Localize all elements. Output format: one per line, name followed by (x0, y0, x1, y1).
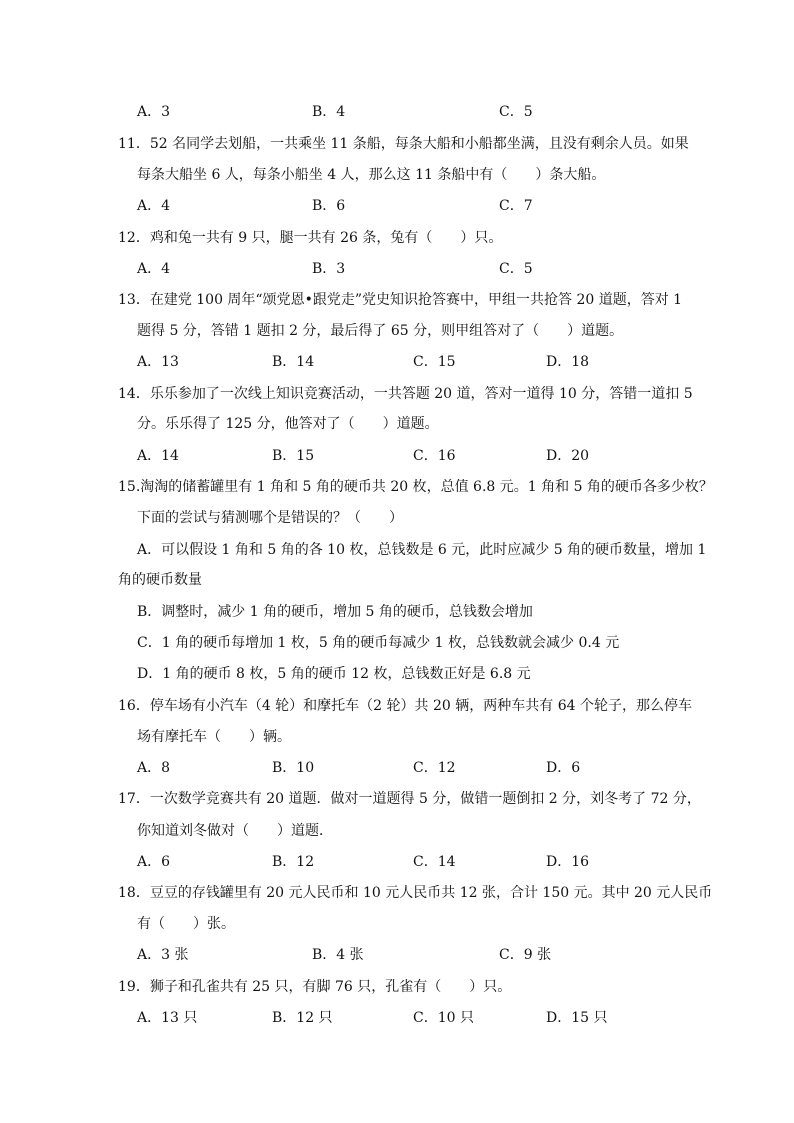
q10-option-c: C．5 (499, 104, 533, 120)
q18-option-c: C．9 张 (499, 947, 552, 963)
q17-option-b: B．12 (272, 854, 315, 870)
q12-text-line1: 12．鸡和兔一共有 9 只，腿一共有 26 条，兔有（ ）只。 (118, 230, 503, 246)
q13-option-c: C．15 (413, 354, 456, 370)
q16-text-line2: 场有摩托车（ ）辆。 (137, 729, 291, 745)
q17-option-a: A．6 (137, 854, 171, 870)
q18-text-line2: 有（ ）张。 (137, 916, 235, 932)
q11-text-line1: 11．52 名同学去划船，一共乘坐 11 条船，每条大船和小船都坐满，且没有剩余人员。如果 (118, 136, 689, 152)
q19-option-c: C．10 只 (413, 1010, 474, 1026)
q18-text-line1: 18．豆豆的存钱罐里有 20 元人民币和 10 元人民币共 12 张，合计 150 元。其中 20 元人民币 (118, 885, 713, 901)
q13-option-a: A．13 (137, 354, 179, 370)
q17-option-c: C．14 (413, 854, 456, 870)
q15-text-line1: 15.淘淘的储蓄罐里有 1 角和 5 角的硬币共 20 枚，总值 6.8 元。1 角和 5 角的硬币各多少枚？ (118, 479, 713, 495)
q14-option-d: D．20 (546, 448, 590, 464)
q13-option-d: D．18 (546, 354, 590, 370)
q16-option-a: A．8 (137, 760, 171, 776)
q14-text-line1: 14．乐乐参加了一次线上知识竞赛活动，一共答题 20 道，答对一道得 10 分，答错一道扣 5 (118, 386, 693, 402)
q17-option-d: D．16 (546, 854, 590, 870)
q12-option-c: C．5 (499, 261, 533, 277)
q15-option-b-text: B．调整时，减少 1 角的硬币，增加 5 角的硬币，总钱数会增加 (137, 604, 533, 620)
q14-text-line2: 分。乐乐得了 125 分，他答对了（ ）道题。 (137, 416, 439, 432)
q15-option-c-text: C．1 角的硬币每增加 1 枚，5 角的硬币每减少 1 枚，总钱数就会减少 0.4 元 (137, 635, 620, 651)
q18-option-b: B．4 张 (312, 947, 364, 963)
q14-option-b: B．15 (272, 448, 315, 464)
q16-option-d: D．6 (546, 760, 581, 776)
q15-option-d-text: D．1 角的硬币 8 枚，5 角的硬币 12 枚，总钱数正好是 6.8 元 (137, 666, 531, 682)
q19-option-d: D．15 只 (546, 1010, 608, 1026)
q11-option-a: A．4 (137, 198, 171, 214)
q15-option-a-line1: A．可以假设 1 角和 5 角的各 10 枚，总钱数是 6 元，此时应减少 5 角的硬币数量，增加 1 (137, 542, 707, 558)
q11-text-line2: 每条大船坐 6 人，每条小船坐 4 人，那么这 11 条船中有（ ）条大船。 (137, 167, 606, 183)
q14-option-a: A．14 (137, 448, 179, 464)
q16-option-b: B．10 (272, 760, 315, 776)
q10-option-a: A．3 (137, 104, 171, 120)
q15-option-a-line2: 角的硬币数量 (118, 572, 202, 588)
q19-text-line1: 19．狮子和孔雀共有 25 只，有脚 76 只，孔雀有（ ）只。 (118, 979, 512, 995)
q10-option-b: B．4 (312, 104, 346, 120)
q19-option-b: B．12 只 (272, 1010, 333, 1026)
q11-option-c: C．7 (499, 198, 533, 214)
q11-option-b: B．6 (312, 198, 346, 214)
q15-text-line2: 下面的尝试与猜测哪个是错误的？（ ） (137, 510, 403, 526)
q16-option-c: C．12 (413, 760, 456, 776)
q13-option-b: B．14 (272, 354, 315, 370)
q13-text-line1: 13．在建党 100 周年“颂党恩•跟党走”党史知识抢答赛中，甲组一共抢答 20 道题，答对 1 (118, 292, 683, 308)
q17-text-line2: 你知道刘冬做对（ ）道题． (137, 823, 333, 839)
q18-option-a: A．3 张 (137, 947, 189, 963)
q14-option-c: C．16 (413, 448, 456, 464)
q13-text-line2: 题得 5 分，答错 1 题扣 2 分，最后得了 65 分，则甲组答对了（ ）道题。 (137, 323, 624, 339)
q19-option-a: A．13 只 (137, 1010, 198, 1026)
q12-option-a: A．4 (137, 261, 171, 277)
q17-text-line1: 17．一次数学竞赛共有 20 道题．做对一道题得 5 分，做错一题倒扣 2 分，刘冬考了 72 分， (118, 791, 701, 807)
q16-text-line1: 16．停车场有小汽车（4 轮）和摩托车（2 轮）共 20 辆，两种车共有 64 个轮子，那么停车 (118, 698, 692, 714)
q12-option-b: B．3 (312, 261, 346, 277)
